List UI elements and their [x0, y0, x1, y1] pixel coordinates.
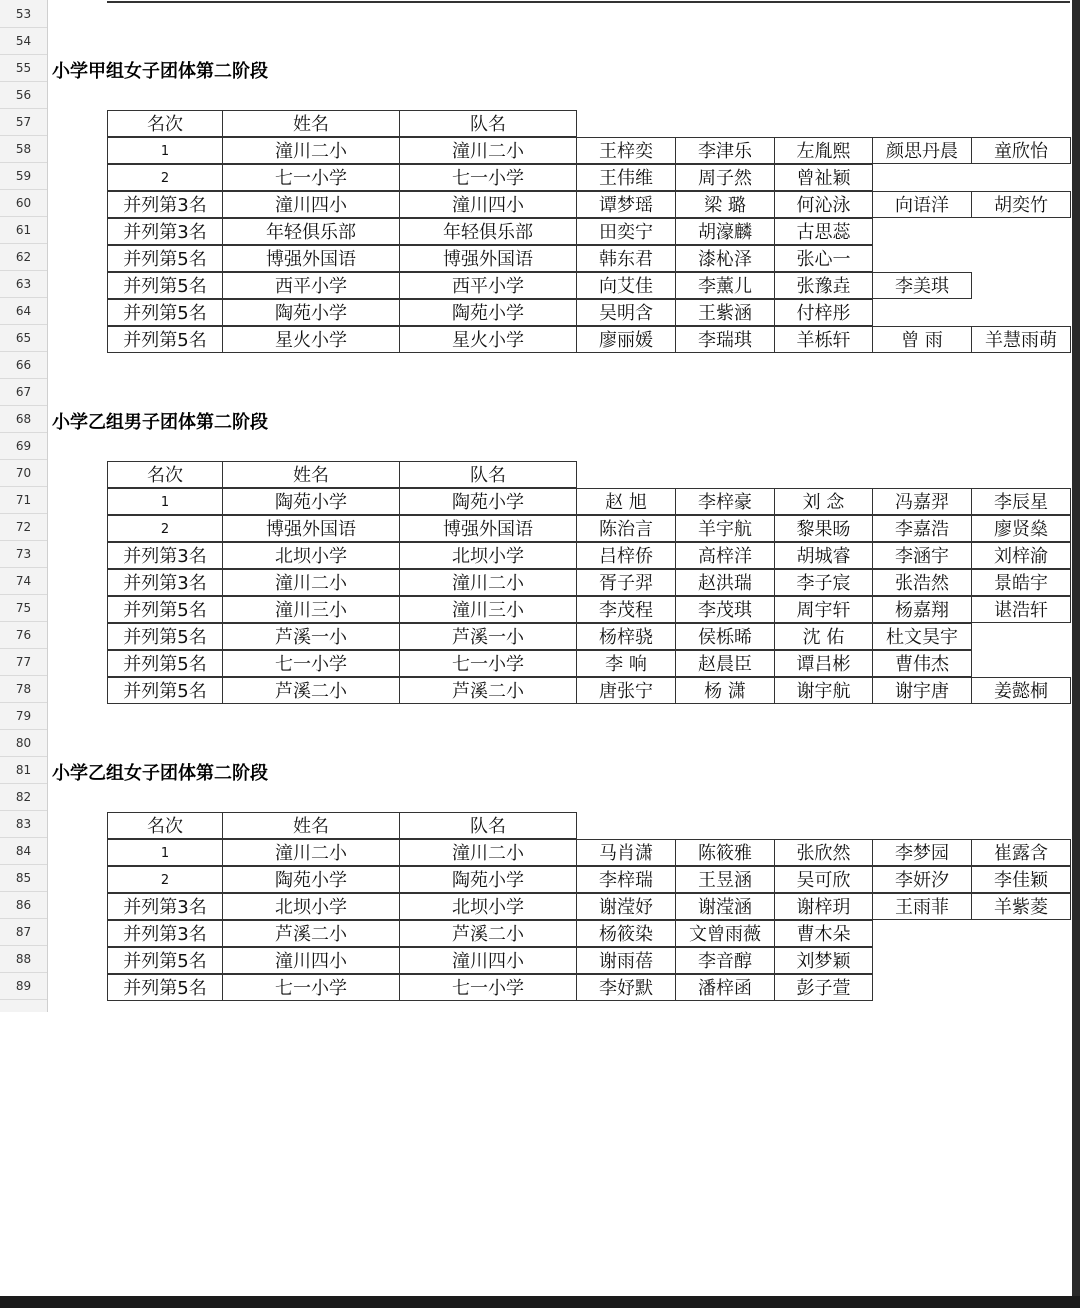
- name-cell[interactable]: 潼川二小: [222, 137, 400, 164]
- member-cell[interactable]: 谢梓玥: [774, 893, 873, 920]
- member-cell[interactable]: 唐张宁: [576, 677, 676, 704]
- name-cell[interactable]: 潼川四小: [222, 191, 400, 218]
- member-cell[interactable]: 张浩然: [872, 569, 972, 596]
- team-cell[interactable]: 芦溪二小: [399, 677, 577, 704]
- rank-cell[interactable]: 1: [107, 488, 223, 515]
- rank-cell[interactable]: 1: [107, 839, 223, 866]
- member-cell[interactable]: 曹伟杰: [872, 650, 972, 677]
- member-cell[interactable]: 冯嘉羿: [872, 488, 972, 515]
- row-number[interactable]: 76: [0, 622, 47, 649]
- rank-cell[interactable]: 并列第3名: [107, 542, 223, 569]
- name-cell[interactable]: 陶苑小学: [222, 488, 400, 515]
- member-cell[interactable]: 左胤熙: [774, 137, 873, 164]
- rank-cell[interactable]: 并列第5名: [107, 596, 223, 623]
- name-cell[interactable]: 北坝小学: [222, 893, 400, 920]
- rank-cell[interactable]: 并列第3名: [107, 569, 223, 596]
- member-cell[interactable]: 赵晨臣: [675, 650, 775, 677]
- member-cell[interactable]: 赵洪瑞: [675, 569, 775, 596]
- row-number[interactable]: 62: [0, 244, 47, 271]
- row-number[interactable]: 82: [0, 784, 47, 811]
- member-cell[interactable]: 梁 璐: [675, 191, 775, 218]
- rank-cell[interactable]: 1: [107, 137, 223, 164]
- team-cell[interactable]: 西平小学: [399, 272, 577, 299]
- section-title: 小学乙组男子团体第二阶段: [52, 412, 268, 433]
- rank-cell[interactable]: 并列第3名: [107, 191, 223, 218]
- member-cell[interactable]: 杜文昊宇: [872, 623, 972, 650]
- team-cell[interactable]: 北坝小学: [399, 893, 577, 920]
- member-cell[interactable]: 谢宇唐: [872, 677, 972, 704]
- member-cell[interactable]: 羊栎轩: [774, 326, 873, 353]
- member-cell[interactable]: 曾祉颖: [774, 164, 873, 191]
- header-cell[interactable]: 队名: [399, 461, 577, 488]
- header-cell[interactable]: 队名: [399, 812, 577, 839]
- member-cell[interactable]: 胡城睿: [774, 542, 873, 569]
- row-number[interactable]: 80: [0, 730, 47, 757]
- team-cell[interactable]: 芦溪一小: [399, 623, 577, 650]
- member-cell[interactable]: 谢雨蓓: [576, 947, 676, 974]
- row-number[interactable]: 61: [0, 217, 47, 244]
- window-edge: [1072, 0, 1080, 1308]
- rank-cell[interactable]: 并列第5名: [107, 650, 223, 677]
- member-cell[interactable]: 马肖潇: [576, 839, 676, 866]
- rank-cell[interactable]: 并列第5名: [107, 326, 223, 353]
- header-cell[interactable]: 姓名: [222, 461, 400, 488]
- name-cell[interactable]: 潼川二小: [222, 569, 400, 596]
- member-cell[interactable]: 颜思丹晨: [872, 137, 972, 164]
- name-cell[interactable]: 芦溪二小: [222, 677, 400, 704]
- header-cell[interactable]: 队名: [399, 110, 577, 137]
- previous-table-bottom-border: [107, 0, 1070, 3]
- team-cell[interactable]: 潼川二小: [399, 137, 577, 164]
- member-cell[interactable]: 廖丽媛: [576, 326, 676, 353]
- name-cell[interactable]: 博强外国语: [222, 245, 400, 272]
- row-number[interactable]: 74: [0, 568, 47, 595]
- member-cell[interactable]: 廖贤燊: [971, 515, 1071, 542]
- rank-cell[interactable]: 2: [107, 164, 223, 191]
- member-cell[interactable]: 赵 旭: [576, 488, 676, 515]
- row-number[interactable]: 64: [0, 298, 47, 325]
- row-number[interactable]: 69: [0, 433, 47, 460]
- team-cell[interactable]: 潼川三小: [399, 596, 577, 623]
- row-number[interactable]: 75: [0, 595, 47, 622]
- member-cell[interactable]: 李津乐: [675, 137, 775, 164]
- member-cell[interactable]: 羊紫菱: [971, 893, 1071, 920]
- member-cell[interactable]: 张欣然: [774, 839, 873, 866]
- rank-cell[interactable]: 并列第3名: [107, 893, 223, 920]
- member-cell[interactable]: 漆杺泽: [675, 245, 775, 272]
- row-number[interactable]: 89: [0, 973, 47, 1000]
- member-cell[interactable]: 谢宇航: [774, 677, 873, 704]
- team-cell[interactable]: 潼川四小: [399, 947, 577, 974]
- rank-cell[interactable]: 并列第3名: [107, 920, 223, 947]
- member-cell[interactable]: 周宇轩: [774, 596, 873, 623]
- member-cell[interactable]: 吴可欣: [774, 866, 873, 893]
- team-cell[interactable]: 潼川二小: [399, 569, 577, 596]
- member-cell[interactable]: 羊宇航: [675, 515, 775, 542]
- member-cell[interactable]: 陈筱雅: [675, 839, 775, 866]
- team-cell[interactable]: 七一小学: [399, 974, 577, 1001]
- row-number[interactable]: 72: [0, 514, 47, 541]
- member-cell[interactable]: 潘梓函: [675, 974, 775, 1001]
- row-number[interactable]: 87: [0, 919, 47, 946]
- row-number[interactable]: 73: [0, 541, 47, 568]
- row-number[interactable]: 71: [0, 487, 47, 514]
- member-cell[interactable]: 李瑞琪: [675, 326, 775, 353]
- member-cell[interactable]: 李妍汐: [872, 866, 972, 893]
- member-cell[interactable]: 李音醇: [675, 947, 775, 974]
- team-cell[interactable]: 北坝小学: [399, 542, 577, 569]
- row-number[interactable]: 58: [0, 136, 47, 163]
- member-cell[interactable]: 侯栎晞: [675, 623, 775, 650]
- member-cell[interactable]: 李 响: [576, 650, 676, 677]
- member-cell[interactable]: 何沁泳: [774, 191, 873, 218]
- row-number[interactable]: 86: [0, 892, 47, 919]
- member-cell[interactable]: 付梓彤: [774, 299, 873, 326]
- team-cell[interactable]: 博强外国语: [399, 515, 577, 542]
- member-cell[interactable]: 李妤默: [576, 974, 676, 1001]
- team-cell[interactable]: 芦溪二小: [399, 920, 577, 947]
- member-cell[interactable]: 谢滢涵: [675, 893, 775, 920]
- row-number[interactable]: 77: [0, 649, 47, 676]
- team-cell[interactable]: 博强外国语: [399, 245, 577, 272]
- row-number[interactable]: 88: [0, 946, 47, 973]
- rank-cell[interactable]: 2: [107, 866, 223, 893]
- member-cell[interactable]: 沈 佑: [774, 623, 873, 650]
- member-cell[interactable]: 文曾雨薇: [675, 920, 775, 947]
- member-cell[interactable]: 韩东君: [576, 245, 676, 272]
- member-cell[interactable]: 向艾佳: [576, 272, 676, 299]
- header-cell[interactable]: 姓名: [222, 812, 400, 839]
- member-cell[interactable]: 陈治言: [576, 515, 676, 542]
- header-cell[interactable]: 名次: [107, 110, 223, 137]
- team-cell[interactable]: 陶苑小学: [399, 299, 577, 326]
- name-cell[interactable]: 七一小学: [222, 974, 400, 1001]
- row-number[interactable]: 66: [0, 352, 47, 379]
- row-number[interactable]: 81: [0, 757, 47, 784]
- name-cell[interactable]: 西平小学: [222, 272, 400, 299]
- member-cell[interactable]: 黎果旸: [774, 515, 873, 542]
- rank-cell[interactable]: 并列第5名: [107, 623, 223, 650]
- member-cell[interactable]: 李梓豪: [675, 488, 775, 515]
- member-cell[interactable]: 李薰儿: [675, 272, 775, 299]
- name-cell[interactable]: 博强外国语: [222, 515, 400, 542]
- member-cell[interactable]: 王昱涵: [675, 866, 775, 893]
- row-number[interactable]: 79: [0, 703, 47, 730]
- member-cell[interactable]: 高梓洋: [675, 542, 775, 569]
- member-cell[interactable]: 杨嘉翔: [872, 596, 972, 623]
- name-cell[interactable]: 芦溪二小: [222, 920, 400, 947]
- name-cell[interactable]: 陶苑小学: [222, 299, 400, 326]
- row-number[interactable]: 70: [0, 460, 47, 487]
- member-cell[interactable]: 谭梦瑶: [576, 191, 676, 218]
- team-cell[interactable]: 七一小学: [399, 164, 577, 191]
- member-cell[interactable]: 李茂程: [576, 596, 676, 623]
- member-cell[interactable]: 姜懿桐: [971, 677, 1071, 704]
- name-cell[interactable]: 七一小学: [222, 164, 400, 191]
- member-cell[interactable]: 羊慧雨萌: [971, 326, 1071, 353]
- row-number[interactable]: 84: [0, 838, 47, 865]
- member-cell[interactable]: 李佳颖: [971, 866, 1071, 893]
- row-number[interactable]: 68: [0, 406, 47, 433]
- team-cell[interactable]: 陶苑小学: [399, 866, 577, 893]
- row-number[interactable]: 83: [0, 811, 47, 838]
- member-cell[interactable]: 杨 潇: [675, 677, 775, 704]
- member-cell[interactable]: 谌浩轩: [971, 596, 1071, 623]
- member-cell[interactable]: 古思蕊: [774, 218, 873, 245]
- member-cell[interactable]: 胥子羿: [576, 569, 676, 596]
- member-cell[interactable]: 李梓瑞: [576, 866, 676, 893]
- rank-cell[interactable]: 并列第5名: [107, 974, 223, 1001]
- header-cell[interactable]: 名次: [107, 461, 223, 488]
- section-title: 小学乙组女子团体第二阶段: [52, 763, 268, 784]
- row-number[interactable]: 65: [0, 325, 47, 352]
- member-cell[interactable]: 童欣怡: [971, 137, 1071, 164]
- member-cell[interactable]: 吕梓侨: [576, 542, 676, 569]
- team-cell[interactable]: 七一小学: [399, 650, 577, 677]
- name-cell[interactable]: 星火小学: [222, 326, 400, 353]
- row-number[interactable]: 60: [0, 190, 47, 217]
- row-number[interactable]: 55: [0, 55, 47, 82]
- name-cell[interactable]: 年轻俱乐部: [222, 218, 400, 245]
- member-cell[interactable]: 崔露含: [971, 839, 1071, 866]
- member-cell[interactable]: 杨梓骁: [576, 623, 676, 650]
- row-number[interactable]: 53: [0, 1, 47, 28]
- member-cell[interactable]: 杨筱染: [576, 920, 676, 947]
- team-cell[interactable]: 陶苑小学: [399, 488, 577, 515]
- name-cell[interactable]: 陶苑小学: [222, 866, 400, 893]
- member-cell[interactable]: 田奕宁: [576, 218, 676, 245]
- member-cell[interactable]: 刘梓渝: [971, 542, 1071, 569]
- row-number[interactable]: 78: [0, 676, 47, 703]
- row-number-column: [0, 0, 48, 1012]
- member-cell[interactable]: 李梦园: [872, 839, 972, 866]
- member-cell[interactable]: 曾 雨: [872, 326, 972, 353]
- member-cell[interactable]: 李子宸: [774, 569, 873, 596]
- member-cell[interactable]: 景皓宇: [971, 569, 1071, 596]
- section-title: 小学甲组女子团体第二阶段: [52, 61, 268, 82]
- row-number[interactable]: 85: [0, 865, 47, 892]
- rank-cell[interactable]: 并列第3名: [107, 218, 223, 245]
- window-bottom-bar: [0, 1296, 1080, 1308]
- row-number[interactable]: 59: [0, 163, 47, 190]
- member-cell[interactable]: 王伟维: [576, 164, 676, 191]
- rank-cell[interactable]: 并列第5名: [107, 947, 223, 974]
- member-cell[interactable]: 张豫垚: [774, 272, 873, 299]
- rank-cell[interactable]: 2: [107, 515, 223, 542]
- team-cell[interactable]: 潼川二小: [399, 839, 577, 866]
- member-cell[interactable]: 吴明含: [576, 299, 676, 326]
- name-cell[interactable]: 北坝小学: [222, 542, 400, 569]
- member-cell[interactable]: 谭吕彬: [774, 650, 873, 677]
- rank-cell[interactable]: 并列第5名: [107, 677, 223, 704]
- name-cell[interactable]: 七一小学: [222, 650, 400, 677]
- team-cell[interactable]: 潼川四小: [399, 191, 577, 218]
- member-cell[interactable]: 胡濠麟: [675, 218, 775, 245]
- member-cell[interactable]: 李涵宇: [872, 542, 972, 569]
- member-cell[interactable]: 向语洋: [872, 191, 972, 218]
- member-cell[interactable]: 李美琪: [872, 272, 972, 299]
- member-cell[interactable]: 王紫涵: [675, 299, 775, 326]
- name-cell[interactable]: 潼川二小: [222, 839, 400, 866]
- name-cell[interactable]: 芦溪一小: [222, 623, 400, 650]
- name-cell[interactable]: 潼川三小: [222, 596, 400, 623]
- row-number[interactable]: 63: [0, 271, 47, 298]
- header-cell[interactable]: 姓名: [222, 110, 400, 137]
- member-cell[interactable]: 周子然: [675, 164, 775, 191]
- member-cell[interactable]: 刘梦颖: [774, 947, 873, 974]
- member-cell[interactable]: 张心一: [774, 245, 873, 272]
- member-cell[interactable]: 王梓奕: [576, 137, 676, 164]
- rank-cell[interactable]: 并列第5名: [107, 299, 223, 326]
- member-cell[interactable]: 李辰星: [971, 488, 1071, 515]
- member-cell[interactable]: 谢滢妤: [576, 893, 676, 920]
- member-cell[interactable]: 胡奕竹: [971, 191, 1071, 218]
- team-cell[interactable]: 星火小学: [399, 326, 577, 353]
- header-cell[interactable]: 名次: [107, 812, 223, 839]
- row-number[interactable]: 56: [0, 82, 47, 109]
- member-cell[interactable]: 彭子萱: [774, 974, 873, 1001]
- row-number[interactable]: 54: [0, 28, 47, 55]
- member-cell[interactable]: 李茂琪: [675, 596, 775, 623]
- row-number[interactable]: 57: [0, 109, 47, 136]
- member-cell[interactable]: 刘 念: [774, 488, 873, 515]
- row-number[interactable]: 67: [0, 379, 47, 406]
- rank-cell[interactable]: 并列第5名: [107, 245, 223, 272]
- rank-cell[interactable]: 并列第5名: [107, 272, 223, 299]
- member-cell[interactable]: 曹木朵: [774, 920, 873, 947]
- member-cell[interactable]: 王雨菲: [872, 893, 972, 920]
- member-cell[interactable]: 李嘉浩: [872, 515, 972, 542]
- team-cell[interactable]: 年轻俱乐部: [399, 218, 577, 245]
- name-cell[interactable]: 潼川四小: [222, 947, 400, 974]
